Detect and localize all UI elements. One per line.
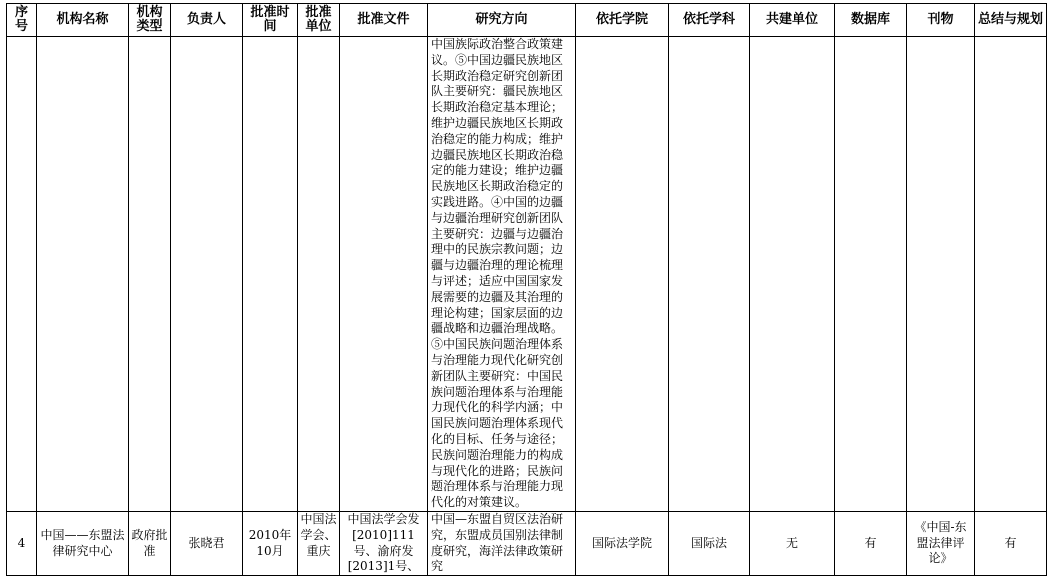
header-summary: 总结与规划 <box>975 4 1047 37</box>
cell-college: 国际法学院 <box>576 511 669 575</box>
header-seq: 序号 <box>7 4 37 37</box>
cell-database: 有 <box>835 511 907 575</box>
cell-empty <box>975 37 1047 512</box>
cell-empty <box>669 37 750 512</box>
institution-table <box>6 3 1047 576</box>
cell-approval-unit: 中国法学会、重庆 <box>298 511 340 575</box>
header-partner: 共建单位 <box>750 4 835 37</box>
cell-name: 中国——东盟法律研究中心 <box>37 511 129 575</box>
header-discipline: 依托学科 <box>669 4 750 37</box>
cell-type: 政府批准 <box>129 511 171 575</box>
cell-empty <box>243 37 298 512</box>
cell-approval-doc: 中国法学会发[2010]111号、渝府发[2013]1号、 <box>340 511 428 575</box>
header-name: 机构名称 <box>37 4 129 37</box>
header-row <box>7 4 1047 37</box>
header-leader: 负责人 <box>171 4 243 37</box>
cell-summary: 有 <box>975 511 1047 575</box>
cell-research: 中国—东盟自贸区法治研究，东盟成员国别法律制度研究，海洋法律政策研究 <box>428 511 576 575</box>
cell-empty <box>171 37 243 512</box>
cell-seq: 4 <box>7 511 37 575</box>
cell-empty <box>7 37 37 512</box>
cell-research-continued <box>428 37 576 512</box>
cell-approval-time: 2010年10月 <box>243 511 298 575</box>
research-text: 中国族际政治整合政策建议。⑤中国边疆民族地区长期政治稳定研究创新团队主要研究：疆民族地区长期政治稳定基本理论；维护边疆民族地区长期政治稳定的能力构成；维护边疆民族地区长期政治稳定的能力建设；维护边疆民族地区长期政治稳定的实践进路。④中国的边疆与边疆治理研究创新团队主要研究：边疆与边疆治理中的民族宗教问题；边疆与边疆治理的理论梳理与评述；适应中国国家发展需要的边疆及其治理的理论构建；国家层面的边疆战略和边疆治理战略。 ⑤中国民族问题治理体系与治理能力现代化研究创新团队主要研究：中国民族问题治理体系与治理能力现代化的科学内涵；中国民族问题治理体系现代化的目标、任务与途径；民族问题治理能力的构成与现代化的进路；民族问题治理体系与治理能力现代化的对策建议。 <box>431 37 564 510</box>
cell-empty <box>37 37 129 512</box>
cell-journal: 《中国-东盟法律评论》 <box>907 511 975 575</box>
table-row <box>7 511 1047 575</box>
cell-empty <box>750 37 835 512</box>
header-approval-time: 批准时间 <box>243 4 298 37</box>
cell-empty <box>340 37 428 512</box>
cell-partner: 无 <box>750 511 835 575</box>
cell-empty <box>576 37 669 512</box>
cell-empty <box>907 37 975 512</box>
cell-discipline: 国际法 <box>669 511 750 575</box>
cell-empty <box>129 37 171 512</box>
header-approval-doc: 批准文件 <box>340 4 428 37</box>
header-college: 依托学院 <box>576 4 669 37</box>
document-page <box>6 3 1046 574</box>
cell-empty <box>835 37 907 512</box>
table-row-continued <box>7 37 1047 512</box>
cell-leader: 张晓君 <box>171 511 243 575</box>
header-approval-unit: 批准单位 <box>298 4 340 37</box>
header-database: 数据库 <box>835 4 907 37</box>
header-research: 研究方向 <box>428 4 576 37</box>
cell-empty <box>298 37 340 512</box>
header-type: 机构类型 <box>129 4 171 37</box>
header-journal: 刊物 <box>907 4 975 37</box>
